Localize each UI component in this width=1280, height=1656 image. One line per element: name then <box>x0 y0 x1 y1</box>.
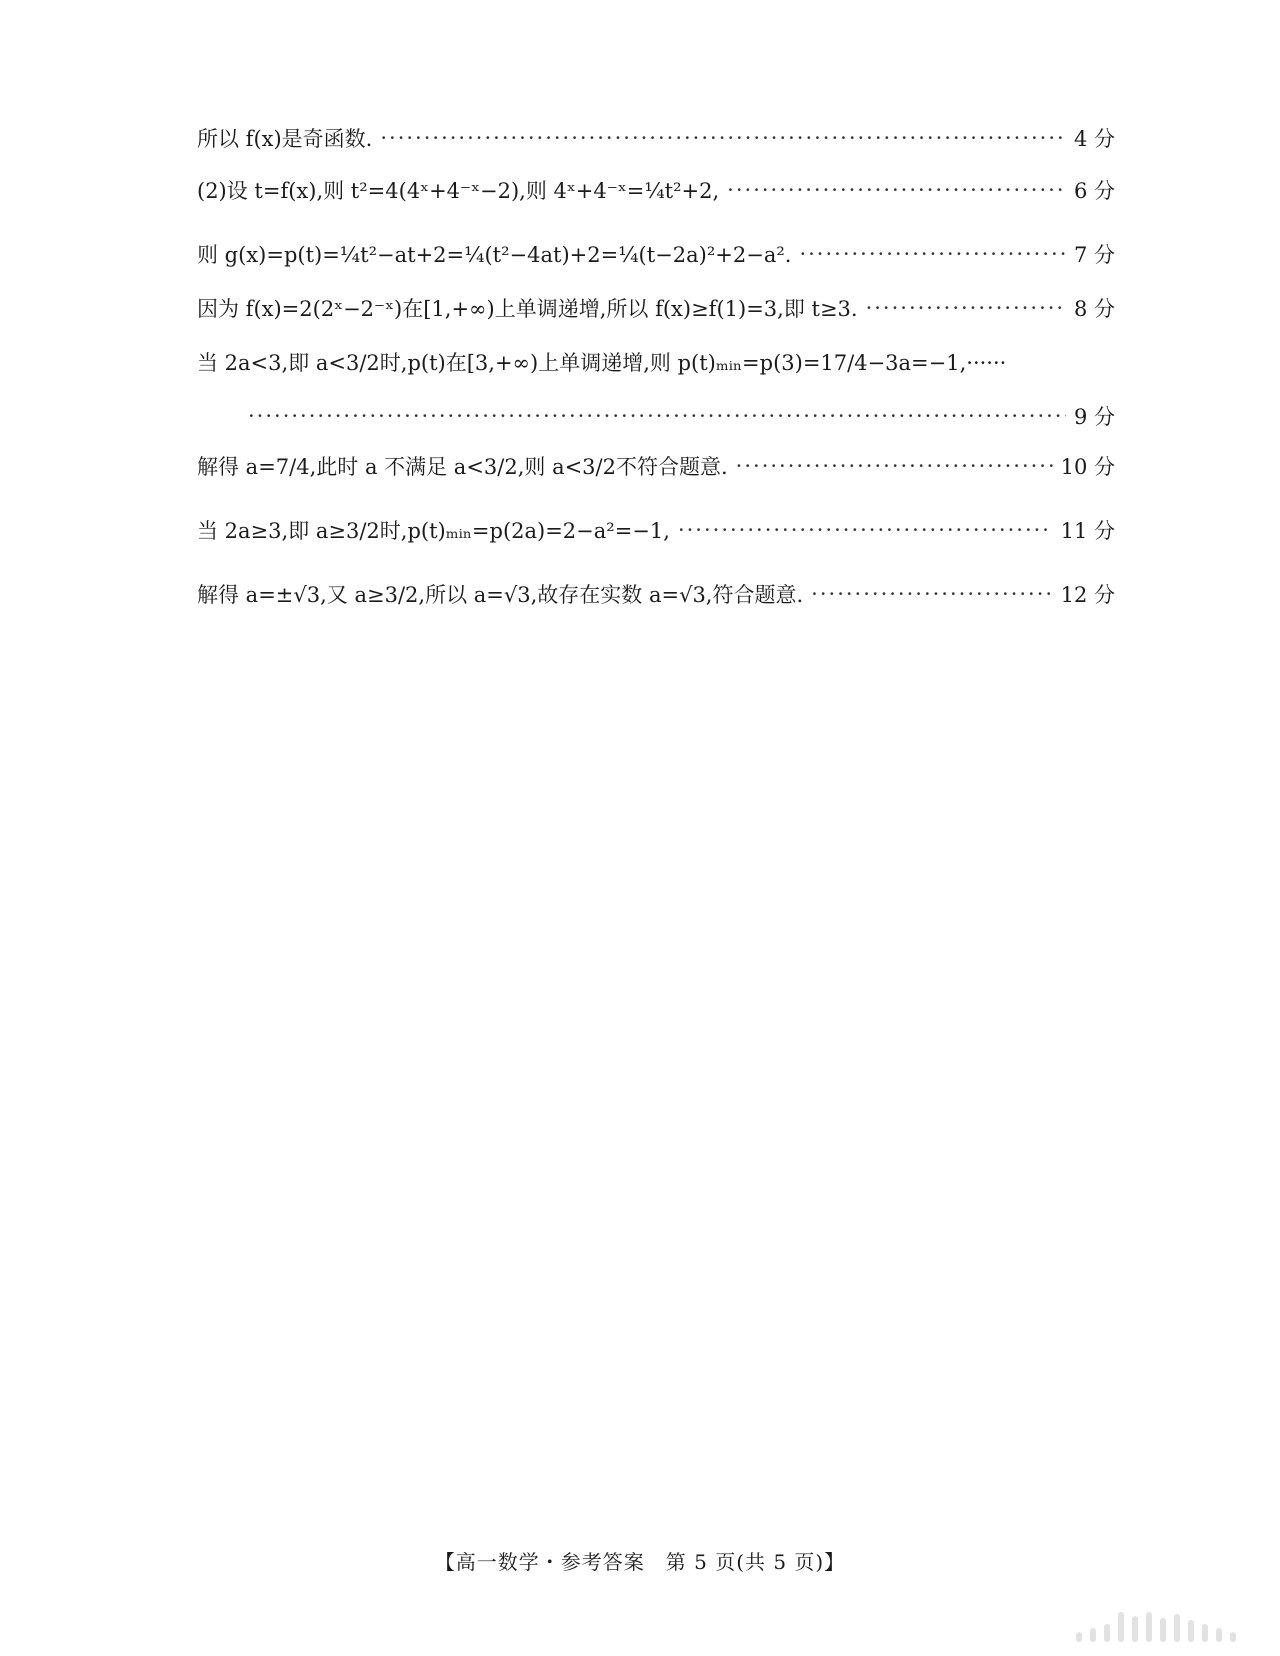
score-label: 9 分 <box>1073 405 1115 429</box>
answer-text: 当 2a≥3,即 a≥3/2时,p(t)ₘᵢₙ=p(2a)=2−a²=−1, <box>197 519 670 543</box>
score-label: 11 分 <box>1060 519 1115 543</box>
score-label: 4 分 <box>1073 127 1115 151</box>
leader-dots <box>248 404 1066 428</box>
answer-text: 因为 f(x)=2(2ˣ−2⁻ˣ)在[1,+∞)上单调递增,所以 f(x)≥f(1)=3,即 t≥3. <box>197 297 858 321</box>
answer-line-1 <box>197 116 1115 160</box>
page-footer: 【高一数学・参考答案 第 5 页(共 5 页)】 <box>434 1550 846 1574</box>
answer-text: 解得 a=±√3,又 a≥3/2,所以 a=√3,故存在实数 a=√3,符合题意. <box>197 583 804 607</box>
score-label: 10 分 <box>1060 455 1115 479</box>
answer-text: (2)设 t=f(x),则 t²=4(4ˣ+4⁻ˣ−2),则 4ˣ+4⁻ˣ=¼t²+2, <box>197 179 720 203</box>
answer-line-6 <box>240 394 1115 438</box>
score-label: 8 分 <box>1073 297 1115 321</box>
score-label: 12 分 <box>1060 583 1115 607</box>
leader-dots <box>799 242 1066 266</box>
answer-text: 当 2a<3,即 a<3/2时,p(t)在[3,+∞)上单调递增,则 p(t)ₘᵢₙ=p(3)=17/4−3a=−1,······ <box>197 351 1007 375</box>
answer-text: 解得 a=7/4,此时 a 不满足 a<3/2,则 a<3/2不符合题意. <box>197 455 728 479</box>
answer-line-3 <box>197 232 1115 276</box>
leader-dots <box>380 126 1066 150</box>
answer-line-7 <box>197 444 1115 488</box>
answer-line-8 <box>197 508 1115 552</box>
answer-text: 则 g(x)=p(t)=¼t²−at+2=¼(t²−4at)+2=¼(t−2a)²+2−a². <box>197 243 792 267</box>
answer-line-4 <box>197 286 1115 330</box>
leader-dots <box>866 296 1066 320</box>
answer-line-9 <box>197 572 1115 616</box>
leader-dots <box>678 518 1053 542</box>
leader-dots <box>811 582 1052 606</box>
watermark-bars <box>1076 1608 1256 1642</box>
answer-line-5 <box>197 340 1115 384</box>
answer-line-2 <box>197 168 1115 212</box>
leader-dots <box>736 454 1053 478</box>
score-label: 7 分 <box>1073 243 1115 267</box>
answer-text: 所以 f(x)是奇函数. <box>197 127 373 151</box>
leader-dots <box>727 178 1066 202</box>
score-label: 6 分 <box>1073 179 1115 203</box>
